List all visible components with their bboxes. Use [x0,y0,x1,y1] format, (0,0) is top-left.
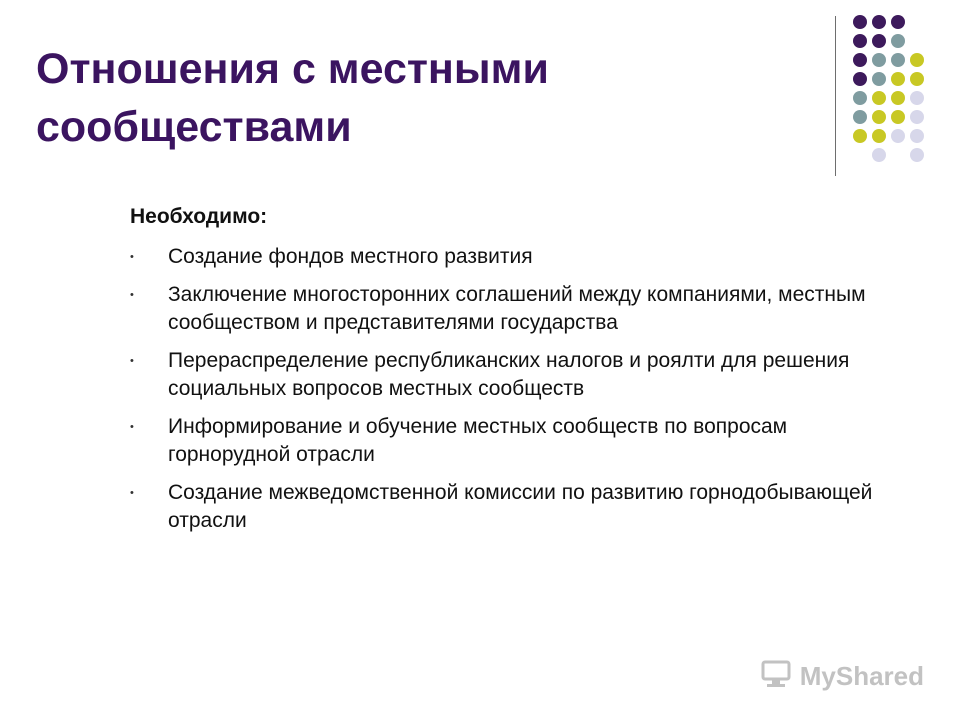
dot [891,15,905,29]
dot [853,15,867,29]
dot [872,34,886,48]
dot [891,91,905,105]
dot [910,148,924,162]
dot [891,72,905,86]
dot [891,34,905,48]
dot [872,53,886,67]
list-item [130,479,890,535]
slide-body [130,203,890,545]
dot [891,129,905,143]
dot [891,53,905,67]
bullet-icon: • [130,487,134,499]
list-item-text: Создание фондов местного развития [168,245,533,268]
dot [910,53,924,67]
dot [910,91,924,105]
dot [872,91,886,105]
list-item-text: Информирование и обучение местных сообществ по вопросам горнорудной отрасли [168,415,788,466]
list-item-text: Заключение многосторонних соглашений между компаниями, местным сообществом и представителями государства [168,283,866,334]
body-heading: Необходимо: [130,205,268,228]
list-item [130,243,890,271]
bullet-icon: • [130,251,134,263]
watermark-logo [760,656,924,696]
dot [853,110,867,124]
computer-icon [760,659,794,694]
dot [910,129,924,143]
list-item [130,413,890,469]
dot [853,72,867,86]
dot [853,34,867,48]
slide-title: Отношения с местными сообществами [36,45,549,151]
dot [853,129,867,143]
dot [853,53,867,67]
dot [891,110,905,124]
vertical-divider [835,16,836,176]
bullet-icon: • [130,355,134,367]
dot [910,110,924,124]
list-item [130,347,890,403]
watermark-text: MyShared [799,660,924,691]
list-item-text: Создание межведомственной комиссии по развитию горнодобывающей отрасли [168,481,873,532]
list-item-text: Перераспределение республиканских налогов и роялти для решения социальных вопросов местных сообществ [168,349,850,400]
dot [872,129,886,143]
bullet-list [130,243,890,535]
dot [872,72,886,86]
dot [910,72,924,86]
dot [872,148,886,162]
bullet-icon: • [130,421,134,433]
dot [872,15,886,29]
dot [853,91,867,105]
bullet-icon: • [130,289,134,301]
dot [872,110,886,124]
list-item [130,281,890,337]
